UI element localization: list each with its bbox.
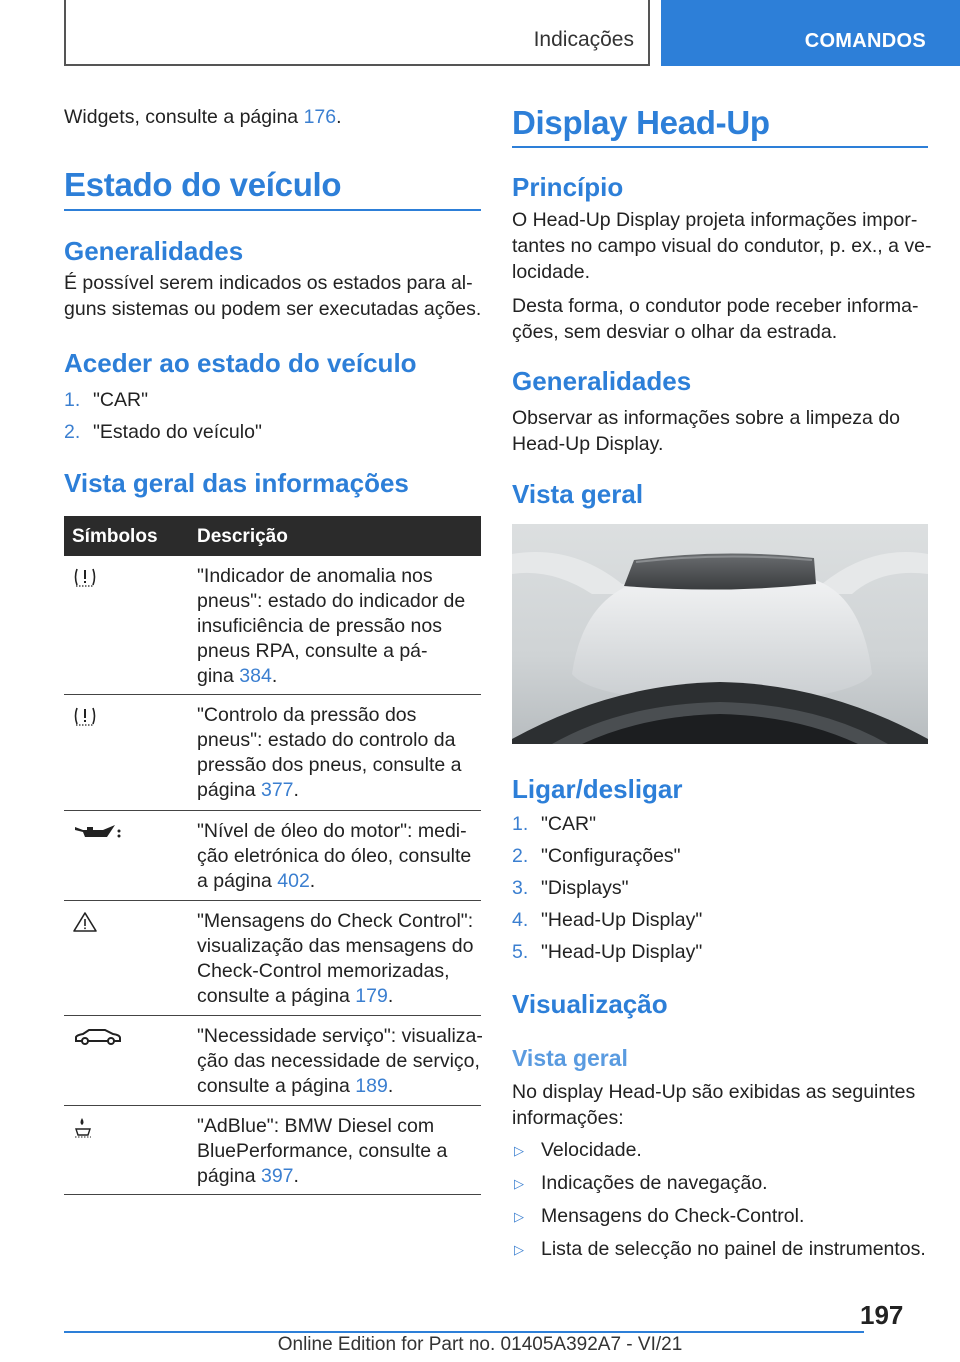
step-text: "Configurações" [541,845,681,867]
bullet-triangle-icon: ▷ [514,1242,524,1257]
table-header [64,516,481,556]
heading-rule [64,209,481,211]
generalidades-line: É possível serem indicados os estados para al- [64,272,473,294]
page-link-397[interactable]: 397 [260,1165,294,1187]
page-link-189[interactable]: 189 [355,1075,388,1097]
page-link-384[interactable]: 384 [239,665,272,687]
step-number: 1. [512,813,529,835]
tire-pressure-warning-icon [72,566,112,588]
table-row [64,556,481,695]
generalidades-hud-line: Head-Up Display. [512,433,664,455]
principio-line: tantes no campo visual do condutor, p. ex., a ve- [512,235,932,257]
bullet-item: Lista de selecção no painel de instrumentos. [541,1238,926,1260]
principio-line: locidade. [512,261,591,283]
subheading-vista-geral: Vista geral [512,1045,628,1071]
generalidades-line: guns sistemas ou podem ser executadas ações. [64,298,482,320]
heading-estado-veiculo: Estado do veículo [64,166,342,203]
col-header-simbolos: Símbolos [72,526,158,547]
page-link-176[interactable]: 176 [303,106,337,128]
table-row [64,811,481,901]
visualizacao-line: informações: [512,1107,624,1129]
step-text: "Head-Up Display" [541,941,703,963]
step-text: "CAR" [93,389,149,411]
table-row [64,695,481,811]
generalidades-hud-line: Observar as informações sobre a limpeza do [512,407,901,429]
step-number: 2. [512,845,529,867]
heading-rule [512,146,928,148]
visualizacao-line: No display Head-Up são exibidas as seguintes [512,1081,916,1103]
bullet-triangle-icon: ▷ [514,1209,524,1224]
bullet-triangle-icon: ▷ [514,1143,524,1158]
row-description: "AdBlue": BMW Diesel com BluePerformance, consulte a página 397. [197,1115,448,1187]
page-link-377[interactable]: 377 [260,779,294,801]
car-service-icon [72,1026,124,1048]
step-text: "Head-Up Display" [541,909,703,931]
heading-aceder-estado: Aceder ao estado do veículo [64,348,417,378]
heading-generalidades-hud: Generalidades [512,366,692,396]
adblue-icon [72,1116,112,1138]
footer-edition: Online Edition for Part no. 01405A392A7 - VI/21 [277,1334,683,1355]
principio-line: Desta forma, o condutor pode receber informa- [512,295,919,317]
intro-widgets-text: Widgets, consulte a página 176. [64,106,342,128]
footer-rule [64,1331,864,1333]
heading-vista-geral-informacoes: Vista geral das informações [64,468,409,498]
oil-can-icon [72,821,124,843]
row-description: "Nível de óleo do motor": medi- ção eletrónica do óleo, consulte a página 402. [197,820,472,892]
step-text: "Estado do veículo" [93,421,262,443]
page-link-179[interactable]: 179 [355,985,388,1007]
step-number: 1. [64,389,81,411]
bullet-triangle-icon: ▷ [514,1176,524,1191]
head-up-display-photo [512,524,928,744]
row-description: "Necessidade serviço": visualiza- ção das necessidade de serviço, consulte a página 189. [197,1025,483,1097]
row-description: "Controlo da pressão dos pneus": estado do controlo da pressão dos pneus, consulte a página 377. [197,704,462,801]
step-number: 4. [512,909,529,931]
page-number: 197 [860,1300,904,1330]
row-description: "Mensagens do Check Control": visualização das mensagens do Check-Control memorizadas, consulte a página 179. [197,910,474,1007]
heading-principio: Princípio [512,172,624,202]
bullet-item: Mensagens do Check-Control. [541,1205,805,1227]
header-section-tab [64,0,650,66]
principio-line: O Head-Up Display projeta informações impor- [512,209,918,231]
col-header-descricao: Descrição [197,526,288,547]
heading-display-head-up: Display Head-Up [512,104,770,141]
heading-vista-geral: Vista geral [512,479,644,509]
header-chapter-label: COMANDOS [804,30,926,52]
warning-triangle-icon [72,911,112,933]
tire-pressure-monitor-icon [72,705,112,727]
heading-generalidades: Generalidades [64,236,244,266]
step-number: 2. [64,421,81,443]
header-chapter-tab [661,0,960,66]
table-row [64,1016,481,1106]
heading-ligar-desligar: Ligar/desligar [512,774,683,804]
row-description: "Indicador de anomalia nos pneus": estado do indicador de insuficiência de pressão nos pneus RPA, consulte a pá- gina 384. [197,565,466,687]
bullet-item: Velocidade. [541,1139,642,1161]
principio-line: ções, sem desviar o olhar da estrada. [512,321,838,343]
step-text: "Displays" [541,877,629,899]
heading-visualizacao: Visualização [512,989,668,1019]
step-number: 3. [512,877,529,899]
table-row [64,1106,481,1195]
table-row [64,901,481,1016]
step-number: 5. [512,941,529,963]
step-text: "CAR" [541,813,597,835]
bullet-item: Indicações de navegação. [541,1172,768,1194]
page-link-402[interactable]: 402 [277,870,310,892]
header-section-label: Indicações [533,28,634,51]
